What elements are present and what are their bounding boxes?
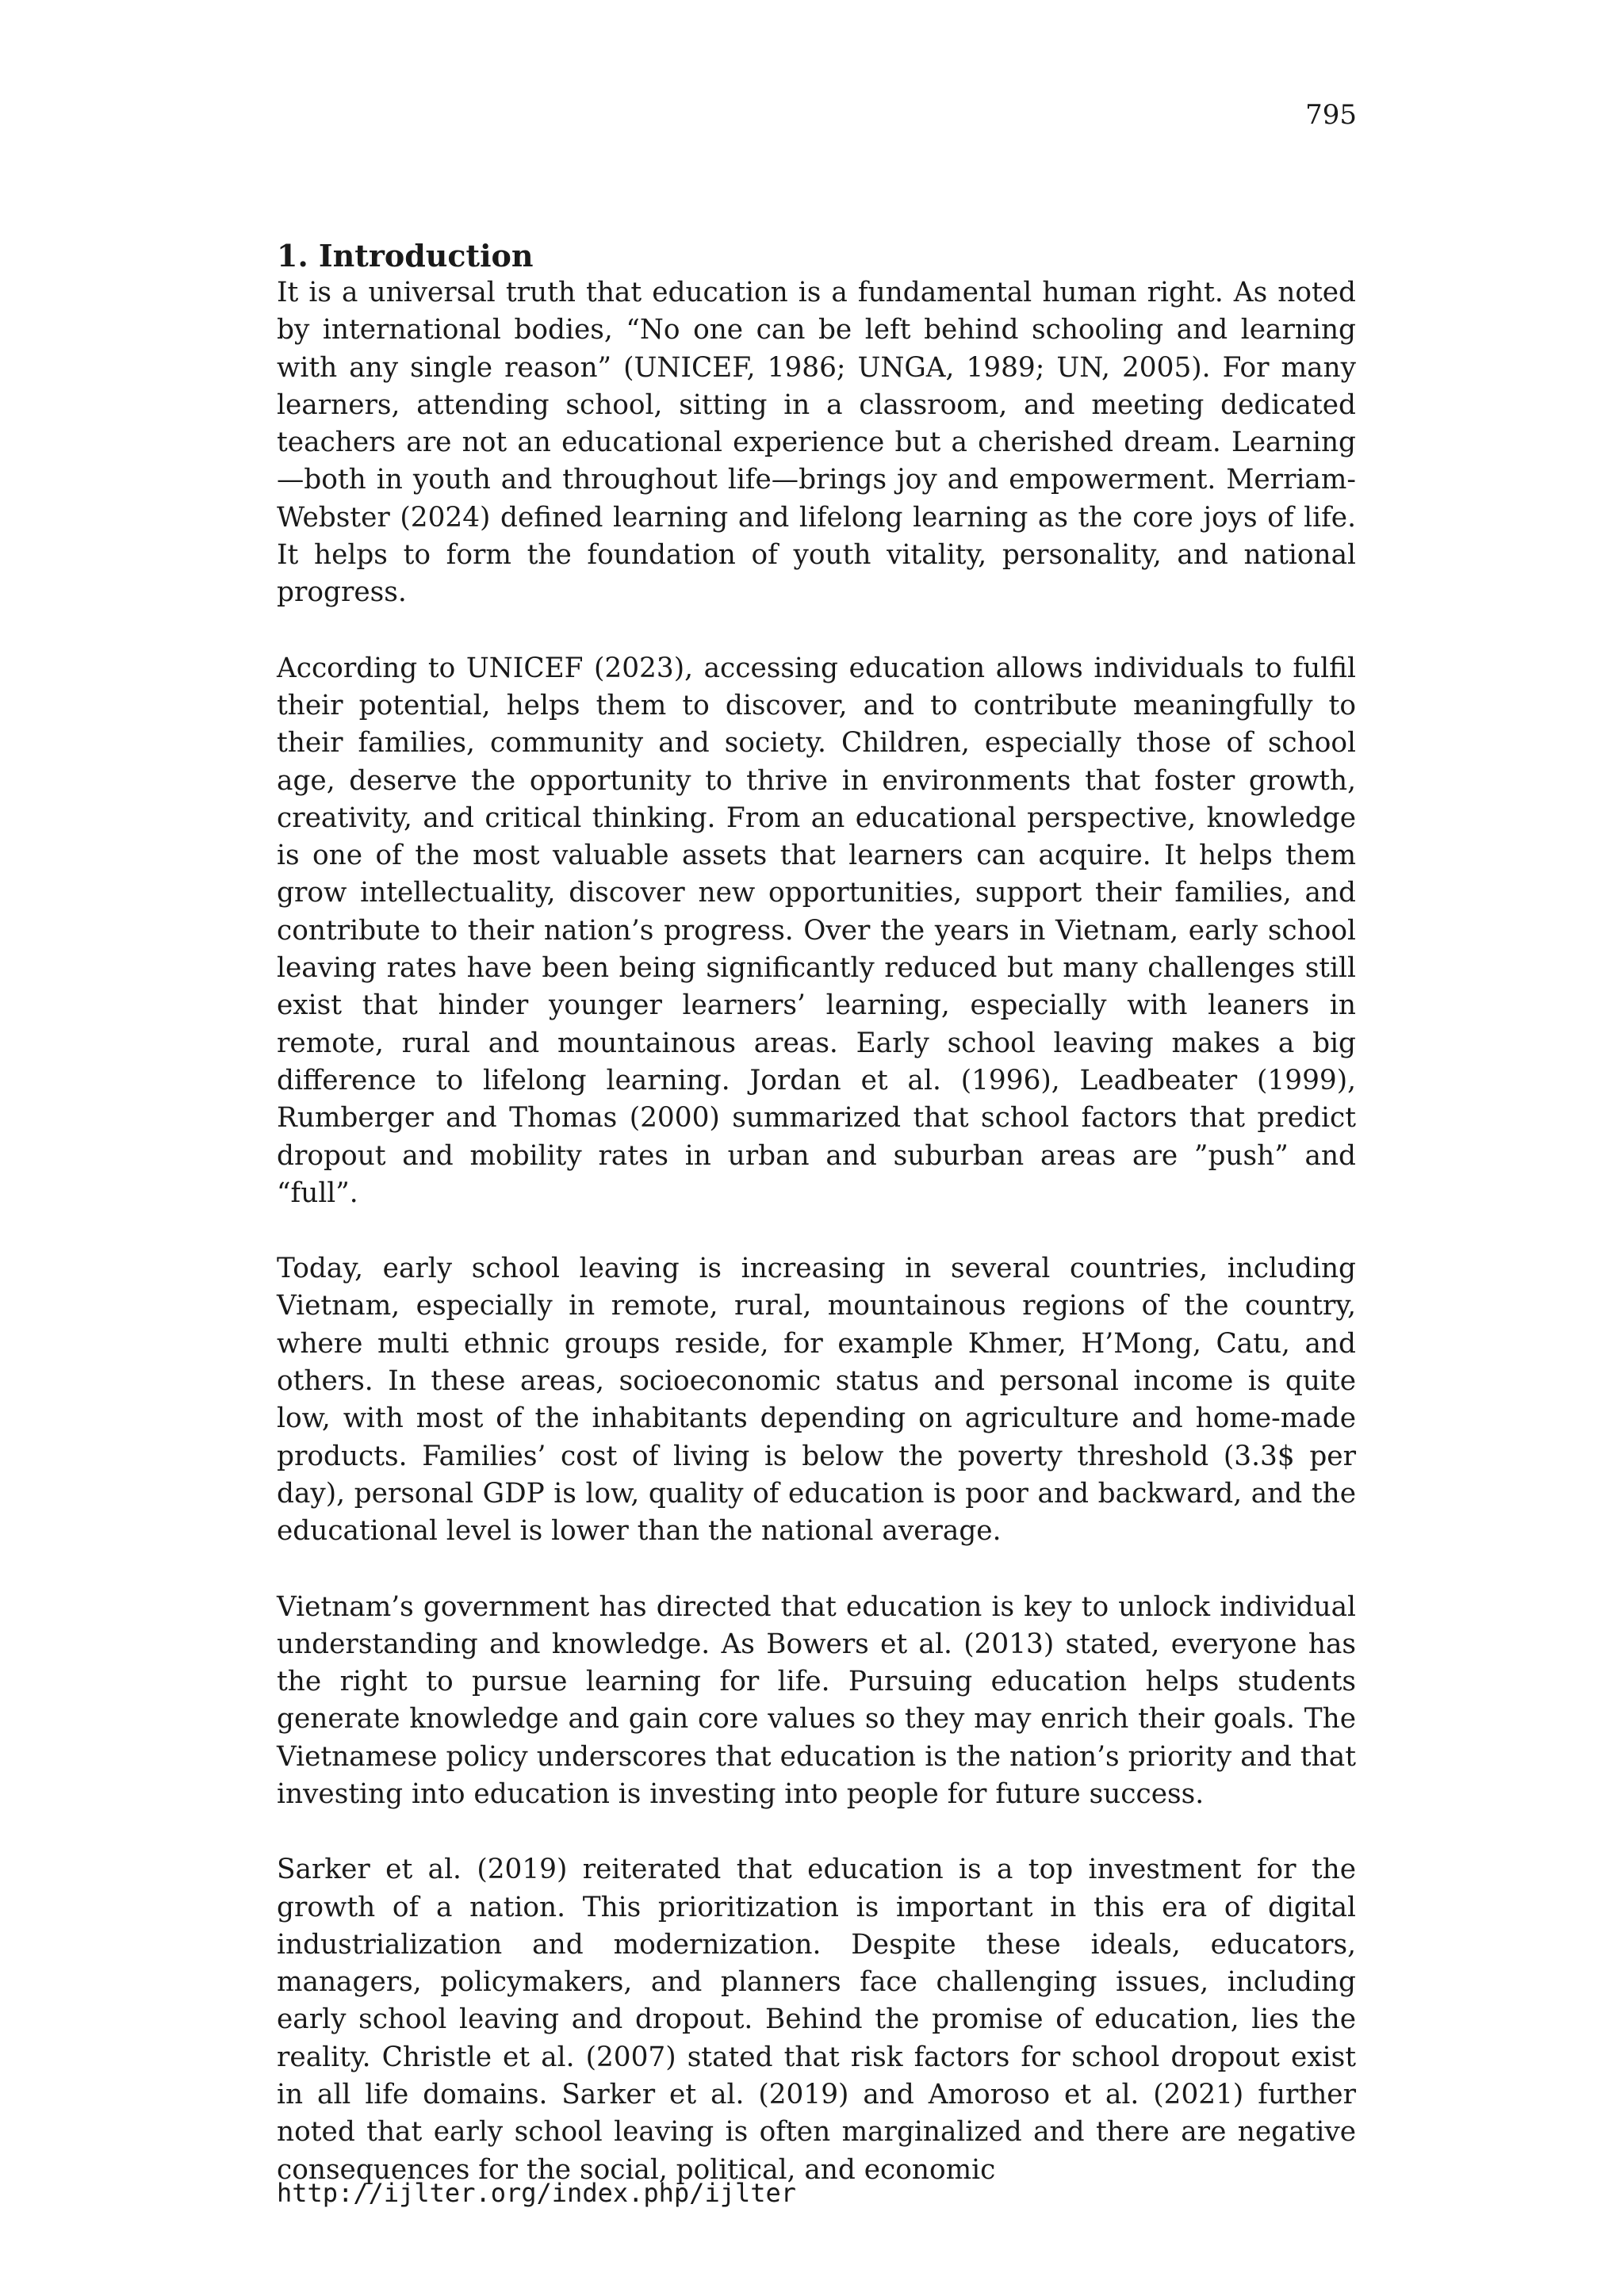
- page-number: 795: [1305, 99, 1357, 131]
- article-body: [277, 238, 1356, 2227]
- paragraph-1: It is a universal truth that education is a fundamental human right. As noted by international bodies, “No one can be left behind schooling and learning with any single reason” (UNICEF, 1986; UNGA, 1989; UN, 2005). For many learners, attending school, sitting in a classroom, and meeting dedicated teachers are not an educational experience but a cherished dream. Learning—both in youth and throughout life—brings joy and empowerment. Merriam-Webster (2024) defined learning and lifelong learning as the core joys of life. It helps to form the foundation of youth vitality, personality, and national progress.: [277, 277, 1356, 609]
- footer-url-link[interactable]: http://ijlter.org/index.php/ijlter: [277, 2178, 797, 2208]
- paragraph-5: Sarker et al. (2019) reiterated that education is a top investment for the growth of a nation. This prioritization is important in this era of digital industrialization and modernization. Despite these ideals, educators, managers, policymakers, and planners face challenging issues, including early school leaving and dropout. Behind the promise of education, lies the reality. Christle et al. (2007) stated that risk factors for school dropout exist in all life domains. Sarker et al. (2019) and Amoroso et al. (2021) further noted that early school leaving is often marginalized and there are negative consequences for the social, political, and economic: [277, 1854, 1356, 2186]
- paragraph-3: Today, early school leaving is increasing in several countries, including Vietnam, especially in remote, rural, mountainous regions of the country, where multi ethnic groups reside, for example Khmer, H’Mong, Catu, and others. In these areas, socioeconomic status and personal income is quite low, with most of the inhabitants depending on agriculture and home-made products. Families’ cost of living is below the poverty threshold (3.3$ per day), personal GDP is low, quality of education is poor and backward, and the educational level is lower than the national average.: [277, 1253, 1356, 1548]
- paragraph-4: Vietnam’s government has directed that education is key to unlock individual understanding and knowledge. As Bowers et al. (2013) stated, everyone has the right to pursue learning for life. Pursuing education helps students generate knowledge and gain core values so they may enrich their goals. The Vietnamese policy underscores that education is the nation’s priority and that investing into education is investing into people for future success.: [277, 1590, 1356, 1810]
- section-heading: 1. Introduction: [277, 238, 534, 274]
- paragraph-2: According to UNICEF (2023), accessing education allows individuals to fulfil their potential, helps them to discover, and to contribute meaningfully to their families, community and society. Children, especially those of school age, deserve the opportunity to thrive in environments that foster growth, creativity, and critical thinking. From an educational perspective, knowledge is one of the most valuable assets that learners can acquire. It helps them grow intellectuality, discover new opportunities, support their families, and contribute to their nation’s progress. Over the years in Vietnam, early school leaving rates have been being significantly reduced but many challenges still exist that hinder younger learners’ learning, especially with leaners in remote, rural and mountainous areas. Early school leaving makes a big difference to lifelong learning. Jordan et al. (1996), Leadbeater (1999), Rumberger and Thomas (2000) summarized that school factors that predict dropout and mobility rates in urban and suburban areas are ”push” and “full”.: [277, 652, 1356, 1209]
